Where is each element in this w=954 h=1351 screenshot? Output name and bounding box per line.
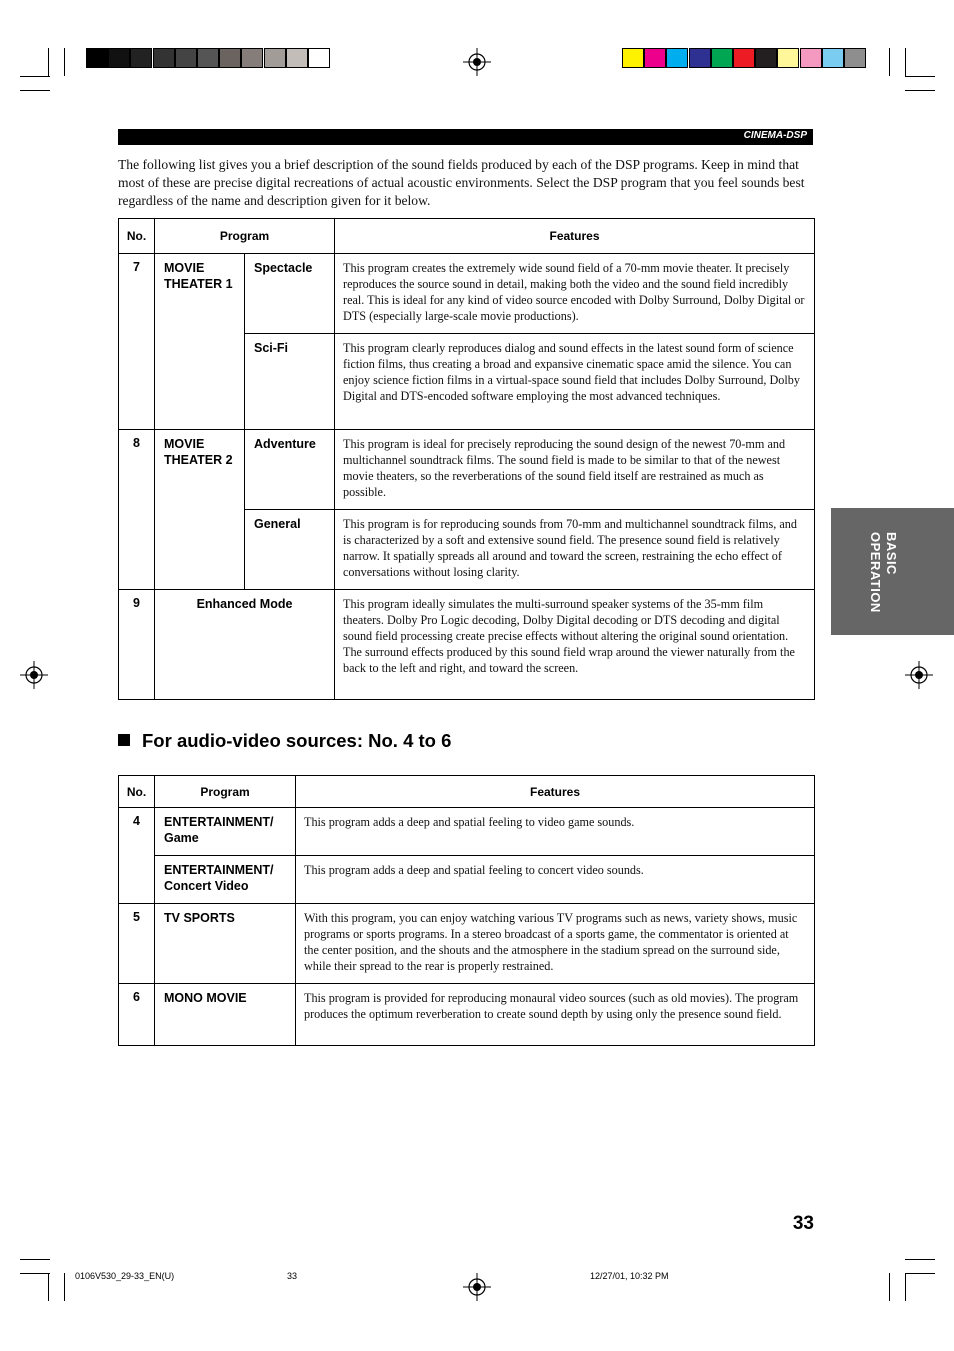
crop-mark	[905, 1273, 935, 1274]
page-number: 33	[792, 1213, 814, 1234]
chapter-side-tab	[831, 508, 954, 635]
audio-video-program-table	[118, 775, 815, 1046]
program-number: 5	[119, 904, 155, 984]
color-swatch	[733, 48, 755, 68]
color-swatch	[241, 48, 263, 68]
crop-mark	[905, 1259, 935, 1260]
color-swatch	[197, 48, 219, 68]
program-features: This program is provided for reproducing monaural video sources (such as old movies). The program produces the optimum reverberation to create sound depth by using only the presence sound field.	[296, 984, 815, 1046]
section-heading	[118, 730, 451, 752]
program-features: This program is ideal for precisely reproducing the sound design of the newest 70-mm and multichannel soundtrack films. The sound field is made to be similar to that of the newest movie theaters, so the reverberations of the sound field itself are restrained as much as possible.	[335, 430, 815, 510]
color-swatch	[86, 48, 108, 68]
program-features: This program ideally simulates the multi-surround speaker systems of the 35-mm film theaters. Dolby Pro Logic decoding, Dolby Digital decoding or DTS decoding and digital sound field processing create precise effects without altering the original sound orientation. The surround effects produced by this sound field wrap around the viewer naturally from the back to the left and right, and toward the screen.	[335, 590, 815, 700]
color-swatch	[622, 48, 644, 68]
side-tab-label: BASIC OPERATION	[868, 532, 899, 613]
program-name: MOVIE THEATER 2	[155, 430, 245, 590]
crop-mark	[20, 1273, 50, 1274]
crop-mark	[905, 76, 935, 77]
crop-mark	[20, 76, 50, 77]
program-number: 7	[119, 254, 155, 430]
registration-mark-icon	[463, 1273, 491, 1301]
table-row	[119, 808, 815, 856]
color-swatch	[308, 48, 330, 68]
program-features: This program adds a deep and spatial feeling to concert video sounds.	[296, 856, 815, 904]
column-header-features: Features	[296, 776, 815, 808]
program-features: With this program, you can enjoy watching various TV programs such as news, variety shows, music programs or sports programs. In a stereo broadcast of a sports game, the commentator is oriented at the center position, and the shouts and the atmosphere in the stadium spread on the surround side, while their spread to the rear is properly restrained.	[296, 904, 815, 984]
registration-mark-icon	[905, 661, 933, 689]
color-swatch	[666, 48, 688, 68]
crop-mark	[20, 1259, 50, 1260]
table-row	[119, 254, 815, 334]
column-header-no: No.	[119, 219, 155, 254]
dsp-program-table	[118, 218, 815, 700]
program-features: This program clearly reproduces dialog and sound effects in the latest sound form of science fiction films, thus creating a broad and expansive cinematic space amid the silence. You can enjoy science fiction films in a virtual-space sound field that includes Dolby Surround, Dolby Digital and DTS-encoded software employing the most advanced techniques.	[335, 334, 815, 430]
color-swatch	[822, 48, 844, 68]
color-swatch	[286, 48, 308, 68]
sub-program-name: General	[245, 510, 335, 590]
table-row	[119, 904, 815, 984]
color-swatch	[108, 48, 130, 68]
color-swatch	[755, 48, 777, 68]
program-name: TV SPORTS	[155, 904, 296, 984]
program-name: ENTERTAINMENT/ Game	[155, 808, 296, 856]
section-heading-text: For audio-video sources: No. 4 to 6	[142, 730, 452, 751]
program-number: 6	[119, 984, 155, 1046]
program-number: 4	[119, 808, 155, 904]
column-header-features: Features	[335, 219, 815, 254]
sub-program-name: Adventure	[245, 430, 335, 510]
color-swatch	[711, 48, 733, 68]
column-header-no: No.	[119, 776, 155, 808]
table-row	[119, 856, 815, 904]
crop-mark	[905, 90, 935, 91]
crop-mark	[48, 48, 49, 76]
footer-timestamp: 12/27/01, 10:32 PM	[590, 1271, 669, 1281]
program-number: 8	[119, 430, 155, 590]
program-features: This program is for reproducing sounds from 70-mm and multichannel soundtrack films, and is characterized by a soft and extensive sound field. The presence sound field is relatively narrow. It spatially spreads all around and toward the screen, restraining the echo effect of conversations without losing clarity.	[335, 510, 815, 590]
square-bullet-icon	[118, 734, 130, 746]
sub-program-name: Sci-Fi	[245, 334, 335, 430]
program-features: This program creates the extremely wide sound field of a 70-mm movie theater. It precisely reproduces the source sound in detail, making both the video and the sound field incredibly real. This is ideal for any kind of video source encoded with Dolby Surround, Dolby Digital or DTS (especially large-scale movie productions).	[335, 254, 815, 334]
table-row	[119, 430, 815, 510]
program-features: This program adds a deep and spatial feeling to video game sounds.	[296, 808, 815, 856]
crop-mark	[48, 1273, 49, 1301]
color-swatch	[219, 48, 241, 68]
crop-mark	[905, 1273, 906, 1301]
color-swatch	[264, 48, 286, 68]
crop-mark	[20, 90, 50, 91]
crop-mark	[889, 1273, 890, 1301]
program-name: MOVIE THEATER 1	[155, 254, 245, 430]
color-swatch	[689, 48, 711, 68]
table-row	[119, 984, 815, 1046]
sub-program-name: Spectacle	[245, 254, 335, 334]
column-header-program: Program	[155, 776, 296, 808]
table-row	[119, 590, 815, 700]
table-header-row	[119, 219, 815, 254]
color-swatch	[644, 48, 666, 68]
color-swatch	[800, 48, 822, 68]
color-swatch	[153, 48, 175, 68]
table-header-row	[119, 776, 815, 808]
section-header-bar	[118, 129, 813, 145]
crop-mark	[905, 48, 906, 76]
crop-mark	[64, 48, 65, 76]
section-label: CINEMA-DSP	[743, 130, 807, 141]
program-number: 9	[119, 590, 155, 700]
footer-page: 33	[287, 1271, 298, 1281]
program-name: Enhanced Mode	[155, 590, 335, 700]
color-swatch	[844, 48, 866, 68]
column-header-program: Program	[155, 219, 335, 254]
registration-mark-icon	[463, 48, 491, 76]
color-swatch	[777, 48, 799, 68]
intro-paragraph: The following list gives you a brief description of the sound fields produced by each of the DSP programs. Keep in mind that most of these are precise digital recreations of actual acoustic environments. Select the DSP program that you feel sounds best regardless of the name and description given for it below.	[118, 157, 805, 208]
crop-mark	[64, 1273, 65, 1301]
footer-file-name: 0106V530_29-33_EN(U)	[75, 1271, 175, 1281]
registration-mark-icon	[20, 661, 48, 689]
color-swatch	[175, 48, 197, 68]
program-name: MONO MOVIE	[155, 984, 296, 1046]
program-name: ENTERTAINMENT/ Concert Video	[155, 856, 296, 904]
color-swatch	[130, 48, 152, 68]
crop-mark	[889, 48, 890, 76]
